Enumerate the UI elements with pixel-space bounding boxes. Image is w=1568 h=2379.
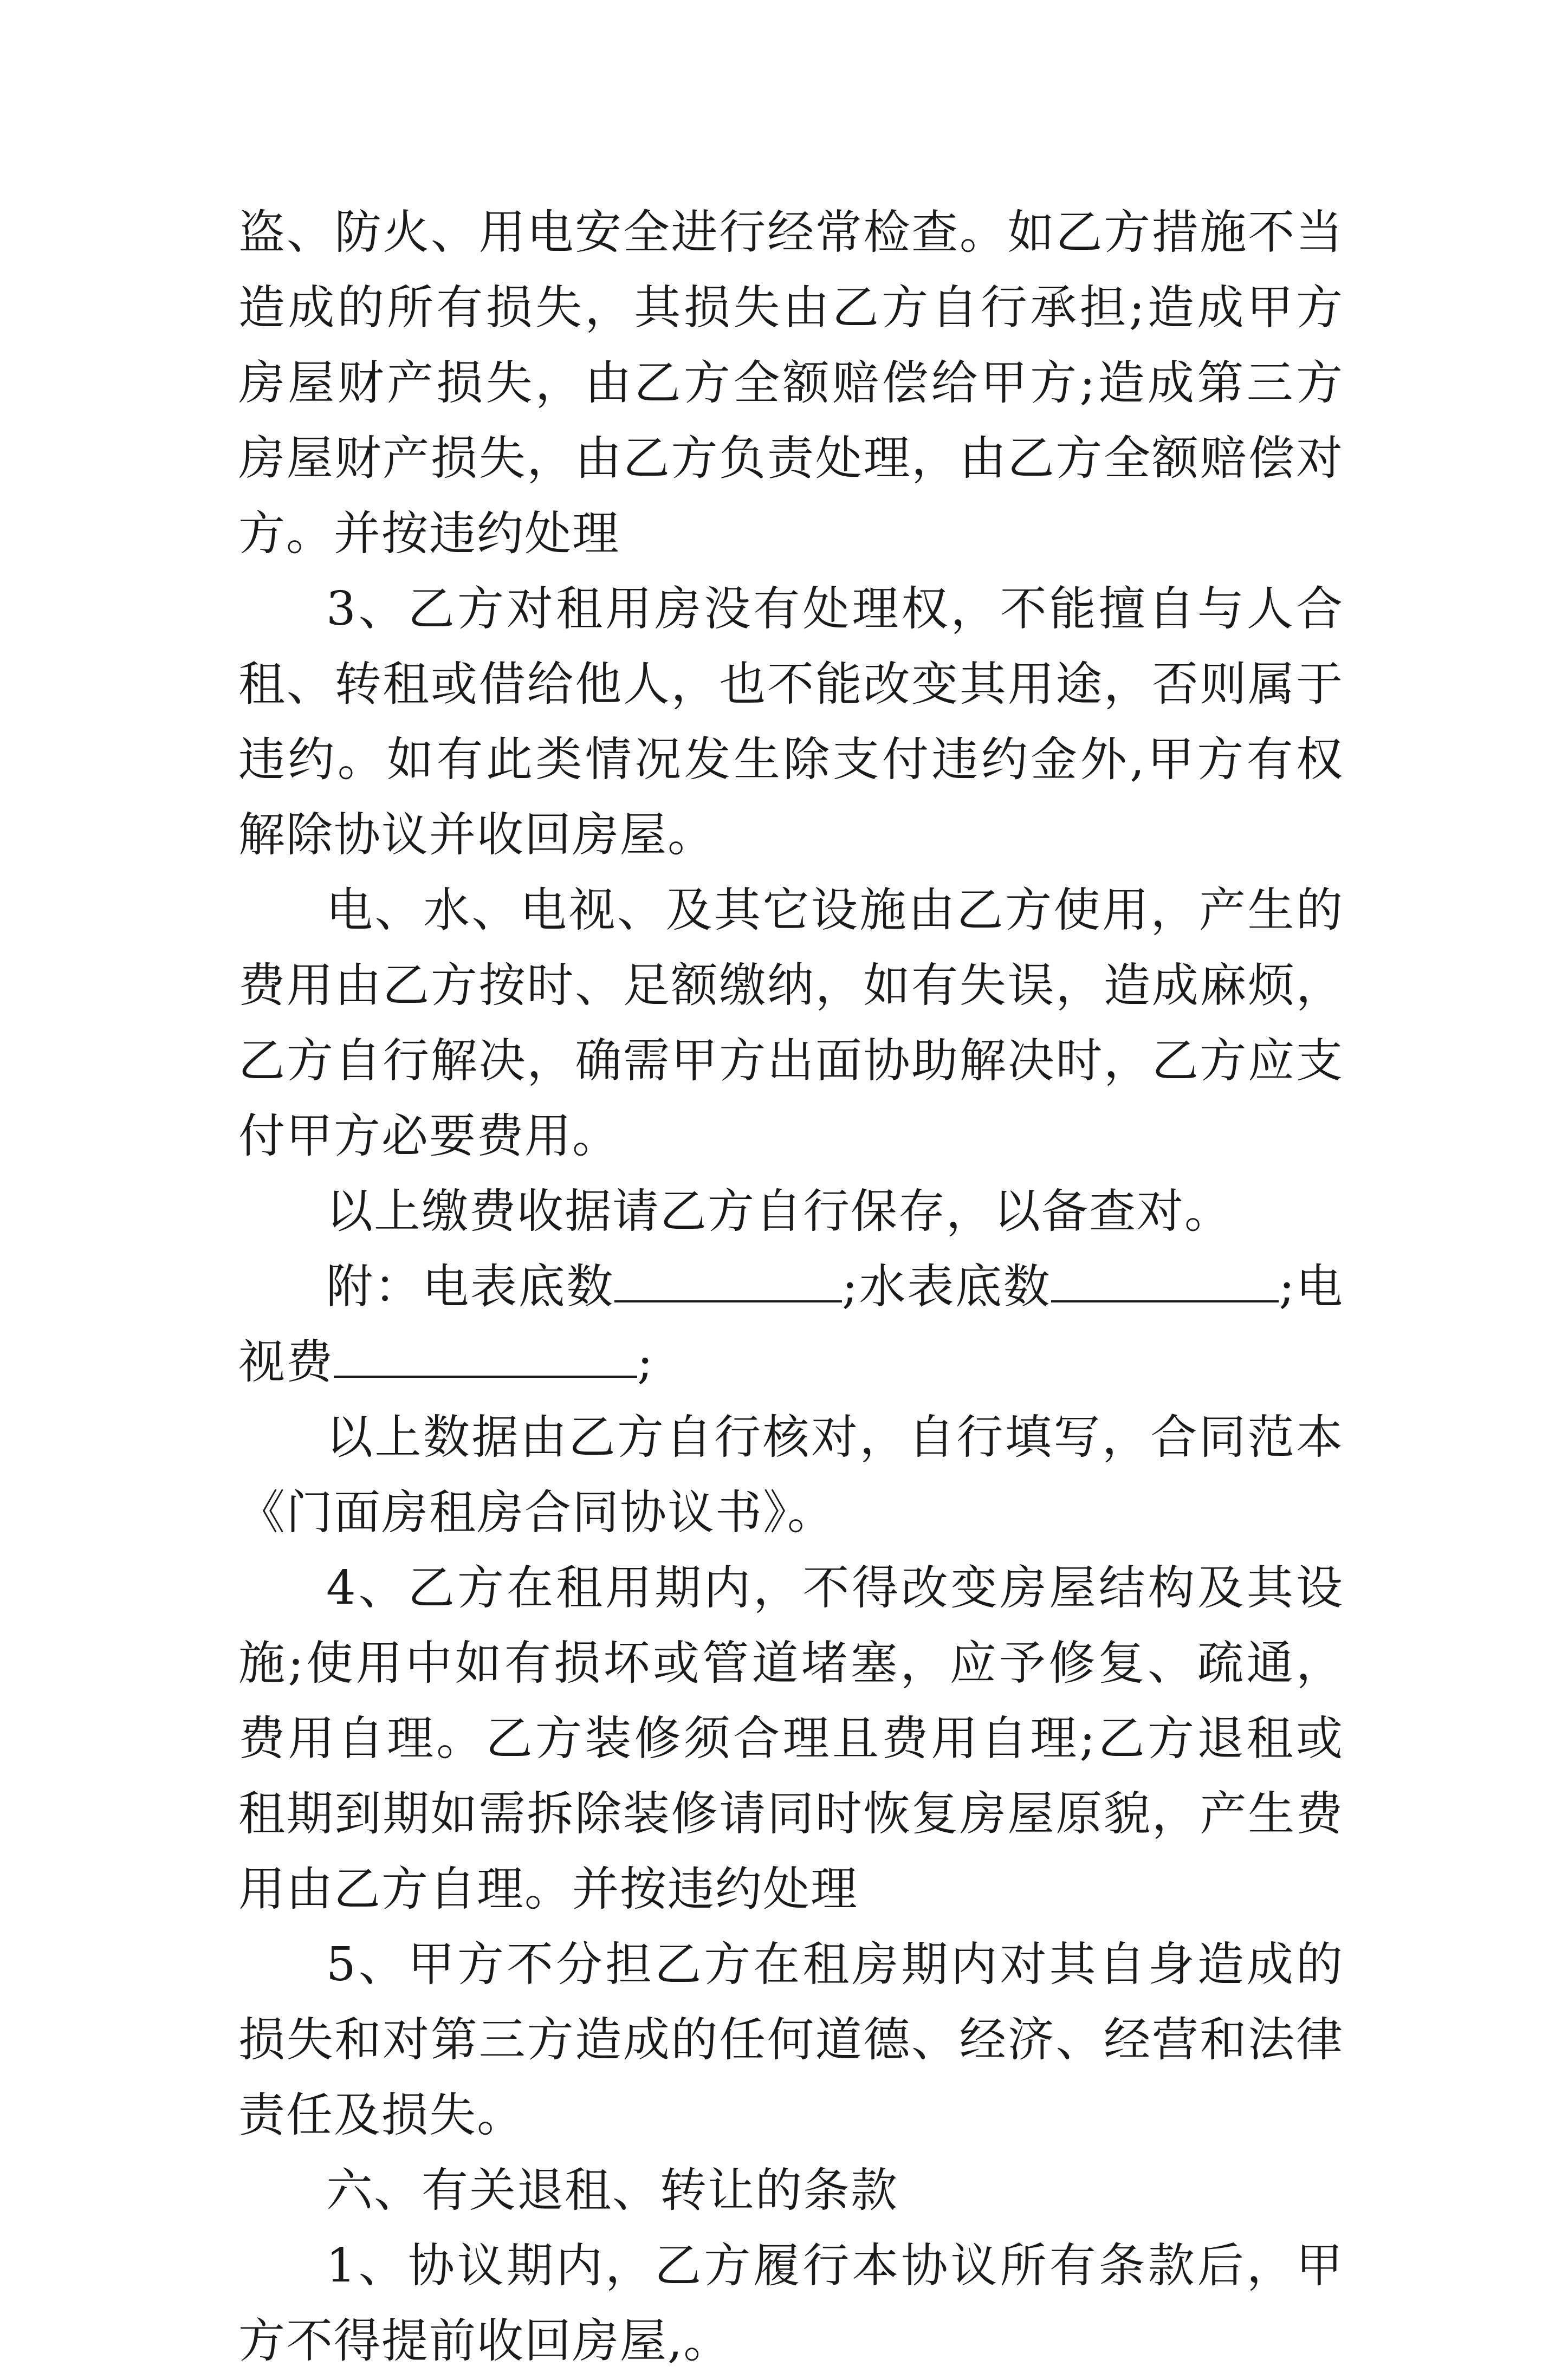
meter-electric-label: 附：电表底数 — [326, 1260, 615, 1314]
water-meter-blank[interactable] — [1051, 1262, 1279, 1302]
paragraph-clause-3: 3、乙方对租用房没有处理权，不能擅自与人合租、转租或借给他人，也不能改变其用途，否则属于违约。如有此类情况发生除支付违约金外,甲方有权解除协议并收回房屋。 — [238, 582, 1344, 862]
paragraph-data-check: 以上数据由乙方自行核对，自行填写，合同范本《门面房租房合同协议书》。 — [238, 1410, 1344, 1540]
electric-meter-blank[interactable] — [614, 1262, 842, 1302]
paragraph-clause-6-1: 1、协议期内，乙方履行本协议所有条款后，甲方不得提前收回房屋,。 — [238, 2239, 1344, 2368]
paragraph-clause-5: 5、甲方不分担乙方在租房期内对其自身造成的损失和对第三方造成的任何道德、经济、经营和法律责任及损失。 — [238, 1937, 1344, 2142]
tv-fee-label: ;电视费 — [238, 1260, 1344, 1389]
attachment-end: ; — [637, 1335, 654, 1389]
meter-water-label: ;水表底数 — [842, 1260, 1052, 1314]
document-body — [238, 195, 1344, 2379]
paragraph-receipts: 以上缴费收据请乙方自行保存，以备查对。 — [326, 1184, 1232, 1239]
paragraph-clause-4: 4、乙方在租用期内，不得改变房屋结构及其设施;使用中如有损坏或管道堵塞，应予修复、疏通，费用自理。乙方装修须合理且费用自理;乙方退租或租期到期如需拆除装修请同时恢复房屋原貌，产生费用由乙方自理。并按违约处理 — [238, 1561, 1344, 1916]
paragraph-utilities: 电、水、电视、及其它设施由乙方使用，产生的费用由乙方按时、足额缴纳，如有失误，造成麻烦，乙方自行解决，确需甲方出面协助解决时，乙方应支付甲方必要费用。 — [238, 883, 1344, 1163]
tv-fee-blank[interactable] — [334, 1338, 637, 1378]
paragraph-security-check: 盗、防火、用电安全进行经常检查。如乙方措施不当造成的所有损失，其损失由乙方自行承担;造成甲方房屋财产损失，由乙方全额赔偿给甲方;造成第三方房屋财产损失，由乙方负责处理，由乙方全额赔偿对方。并按违约处理 — [238, 205, 1344, 561]
section-heading-six: 六、有关退租、转让的条款 — [326, 2163, 898, 2218]
paragraph-attachment-meters — [238, 1249, 1344, 1400]
